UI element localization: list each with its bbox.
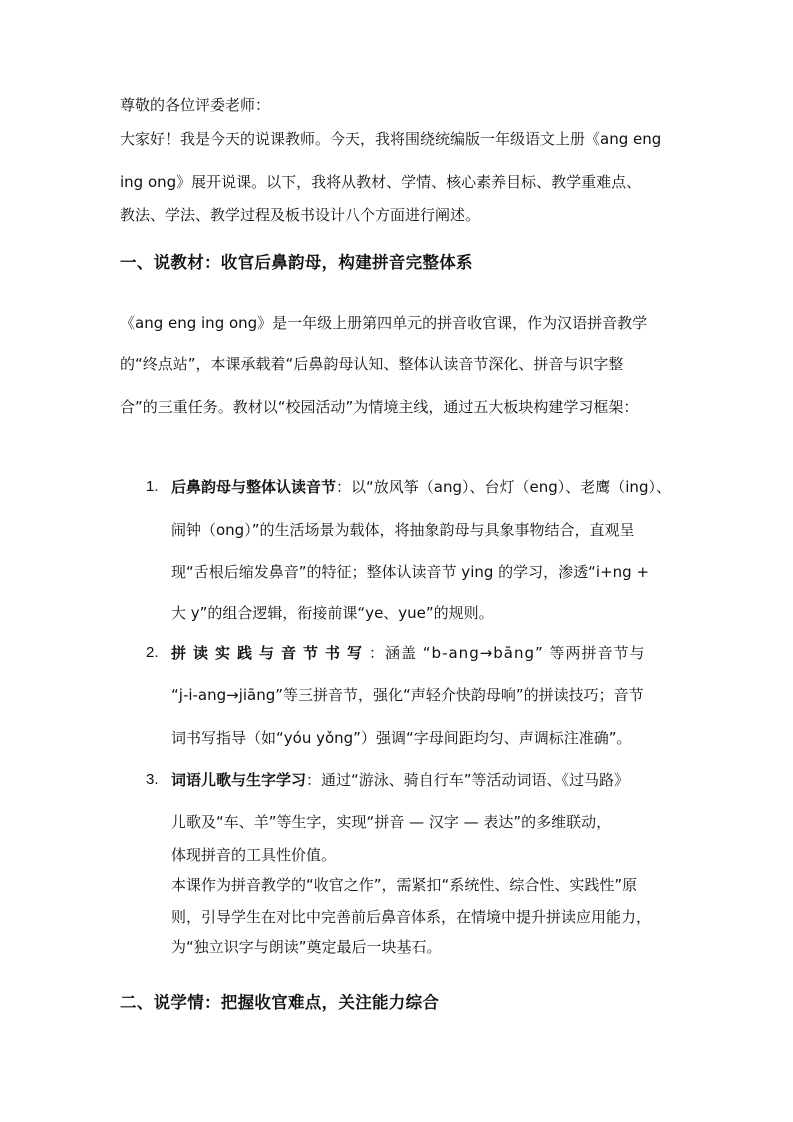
list-item-2-line-1 (171, 643, 646, 663)
list-item-text: ：涵盖 “b-ang→bāng” 等两拼音节与 (369, 644, 646, 662)
list-item-text: ：以“放风筝（ang）、台灯（eng）、老鹰（ing）、 (336, 478, 671, 496)
list-item-number: 3. (146, 771, 159, 788)
list-item-2-line-3: 词书写指导（如“yóu yǒng”）强调“字母间距均匀、声调标注准确”。 (171, 729, 632, 747)
section-1-para-line-3: 合”的三重任务。教材以“校园活动”为情境主线，通过五大板块构建学习框架： (120, 398, 639, 416)
list-item-title: 拼读实践与音节书写 (171, 644, 370, 662)
list-item-3-line-5: 则，引导学生在对比中完善前后鼻音体系，在情境中提升拼读应用能力， (171, 908, 652, 926)
list-item-3-line-3: 体现拼音的工具性价值。 (171, 846, 337, 864)
list-item-number: 2. (146, 644, 159, 661)
list-item-title: 词语儿歌与生字学习 (171, 771, 307, 789)
section-1-para-line-2: 的“终点站”，本课承载着“后鼻韵母认知、整体认读音节深化、拼音与识字整 (120, 355, 624, 373)
list-item-1-line-3: 现“舌根后缩发鼻音”的特征；整体认读音节 ying 的学习，渗透“i+ng + (171, 563, 650, 581)
list-item-2-line-2: “j-i-ang→jiāng”等三拼音节，强化“声轻介快韵母响”的拼读技巧；音节 (171, 686, 644, 704)
intro-line-3: 教法、学法、教学过程及板书设计八个方面进行阐述。 (120, 206, 481, 224)
intro-line-1: 大家好！我是今天的说课教师。今天，我将围绕统编版一年级语文上册《ang eng (120, 130, 662, 148)
salutation: 尊敬的各位评委老师： (120, 96, 271, 114)
list-item-3-line-6: 为“独立识字与朗读”奠定最后一块基石。 (171, 938, 442, 956)
list-item-3-line-4: 本课作为拼音教学的“收官之作”，需紧扣“系统性、综合性、实践性”原 (171, 876, 638, 894)
list-item-text: ：通过“游泳、骑自行车”等活动词语、《过马路》 (306, 771, 630, 789)
list-item-3-line-2: 儿歌及“车、羊”等生字，实现“拼音 — 汉字 — 表达”的多维联动， (171, 813, 612, 831)
section-1-para-line-1: 《ang eng ing ong》是一年级上册第四单元的拼音收官课，作为汉语拼音教学 (120, 314, 648, 332)
section-2-heading: 二、说学情：把握收官难点，关注能力综合 (120, 993, 440, 1012)
list-item-number: 1. (146, 478, 159, 495)
list-item-1-line-1 (171, 477, 671, 497)
section-1-heading: 一、说教材：收官后鼻韵母，构建拼音完整体系 (120, 253, 473, 272)
list-item-1-line-2: 闹钟（ong）”的生活场景为载体，将抽象韵母与具象事物结合，直观呈 (171, 521, 635, 539)
list-item-3-line-1 (171, 770, 629, 790)
list-item-title: 后鼻韵母与整体认读音节 (171, 478, 337, 496)
intro-line-2: ing ong》展开说课。以下，我将从教材、学情、核心素养目标、教学重难点、 (120, 173, 642, 191)
list-item-1-line-4: 大 y”的组合逻辑，衔接前课“ye、yue”的规则。 (171, 604, 494, 622)
